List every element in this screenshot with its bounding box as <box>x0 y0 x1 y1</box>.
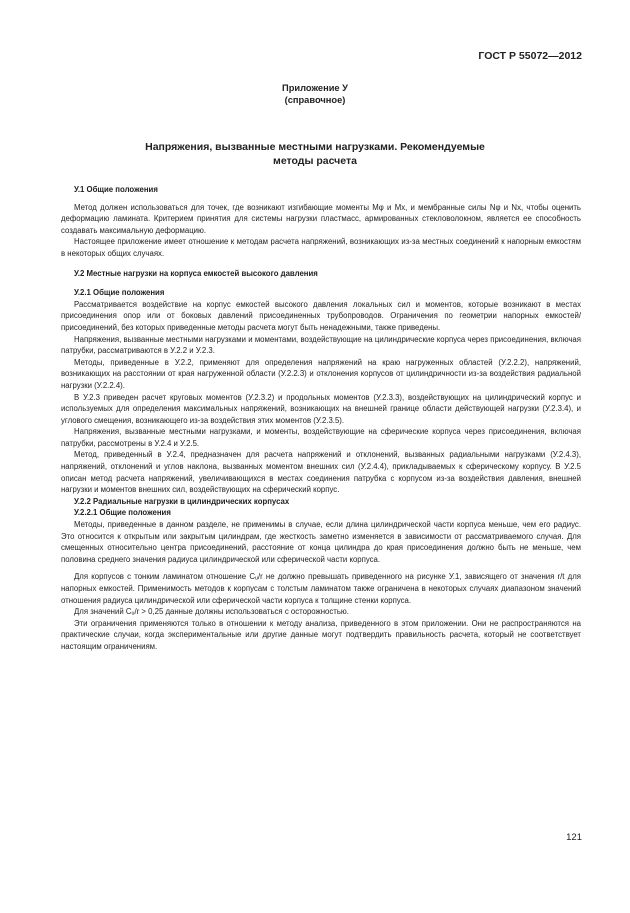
subsection-heading: У.2.2 Радиальные нагрузки в цилиндрических корпусах <box>74 496 290 506</box>
paragraph: В У.2.3 приведен расчет круговых моментов (У.2.3.2) и продольных моментов (У.2.3.3), воздействующих на цилиндрический корпус и используемых для определения максимальных напряжений, возникающих на внешней границе области действующей нагрузки (У.2.3.4), и углового смещения, возникающего из-за воздействия этих моментов (У.2.3.5). <box>61 392 581 425</box>
standard-number: ГОСТ Р 55072—2012 <box>478 50 582 62</box>
paragraph: Настоящее приложение имеет отношение к методам расчета напряжений, возникающих из-за местных соединений к напорным емкостям в некоторых общих случаях. <box>61 237 581 258</box>
document-title <box>90 140 540 168</box>
appendix-heading <box>0 82 630 106</box>
paragraph: Для значений Cᵤ/r > 0,25 данные должны использоваться с осторожностью. <box>74 607 349 617</box>
subsection-heading: У.2.1 Общие положения <box>74 288 165 298</box>
paragraph: Рассматривается воздействие на корпус емкостей высокого давления локальных сил и моментов, которые возникают в местах присоединения опор или от боковых давлений присоединенных трубопроводов. Ограничения по геометрии напорных емкостей/присоединений, без которых приведенные методы расчета могут быть ненадежными, также приведены. <box>61 299 581 332</box>
section-heading: У.2 Местные нагрузки на корпуса емкостей высокого давления <box>74 268 318 278</box>
paragraph: Эти ограничения применяются только в отношении к методу анализа, приведенного в этом приложении. Они не распространяются на практические случаи, когда экспериментальные или другие данные могут подтвердить правильность расчета, который не соответствует настоящим ограничениям. <box>61 618 581 651</box>
section-heading: У.1 Общие положения <box>74 185 158 194</box>
appendix-note: (справочное) <box>284 95 346 105</box>
paragraph: Для корпусов с тонким ламинатом отношение Cᵤ/r не должно превышать приведенного на рисунке У.1, зависящего от значения r/t для напорных емкостей. Применимость методов к корпусам с толстым ламинатом также ограничена в некоторых случаях диапазоном значений отношения радиуса цилиндрической или сферической части корпуса к толщине стенки корпуса. <box>61 572 581 605</box>
title-line-1: Напряжения, вызванные местными нагрузками. Рекомендуемые <box>145 141 485 153</box>
subsection-heading: У.2.2.1 Общие положения <box>74 508 171 518</box>
paragraph: Метод, приведенный в У.2.4, предназначен для расчета напряжений и отклонений, вызванных радиальными нагрузками (У.2.4.3), напряжений, отклонений и углов наклона, вызванных моментом внешних сил (У.2.4.4), прикладываемых к сферическому корпусу. В У.2.5 описан метод расчета напряжений, увеличивающихся в местах соединения патрубка с корпусом из-за воздействия давления, внешней нагрузки и моментов внешних сил, воздействующих на сферический корпус. <box>61 450 581 495</box>
page-number: 121 <box>566 832 582 843</box>
appendix-label: Приложение У <box>282 83 348 93</box>
document-body <box>61 184 581 653</box>
paragraph: Методы, приведенные в У.2.2, применяют для определения напряжений на краю нагруженных областей (У.2.2.2), напряжений, возникающих на расстоянии от края нагруженной области (У.2.2.3) и отклонения корпусов от цилиндричности из-за воздействия радиальной нагрузки (У.2.2.4). <box>61 357 581 390</box>
paragraph: Метод должен использоваться для точек, где возникают изгибающие моменты Mφ и Mx, и мембранные силы Nφ и Nx, чтобы оценить деформацию ламината. Критерием принятия для системы нагрузки пластмасс, армированных стекловолокном, является ее способность создавать максимальную деформацию. <box>61 202 581 235</box>
title-line-2: методы расчета <box>273 155 357 167</box>
paragraph: Напряжения, вызванные местными нагрузками и моментами, воздействующие на цилиндрические корпуса через присоединения, включая патрубки, рассматриваются в У.2.2 и У.2.3. <box>61 334 581 356</box>
paragraph: Методы, приведенные в данном разделе, не применимы в случае, если длина цилиндрической части корпуса меньше, чем его радиус. Это относится к открытым или закрытым цилиндрам, где жесткость заметно изменяется в зависимости от рассматриваемого случая. Для смещенных относительно центра присоединений, расстояние от конца цилиндра до края присоединения должно быть не меньше, чем половина среднего значения радиуса цилиндрической или сферической части корпуса. <box>61 520 581 564</box>
paragraph: Напряжения, вызванные местными нагрузками, и моменты, воздействующие на сферические корпуса через присоединения, включая патрубки, рассмотрены в У.2.4 и У.2.5. <box>61 427 581 448</box>
